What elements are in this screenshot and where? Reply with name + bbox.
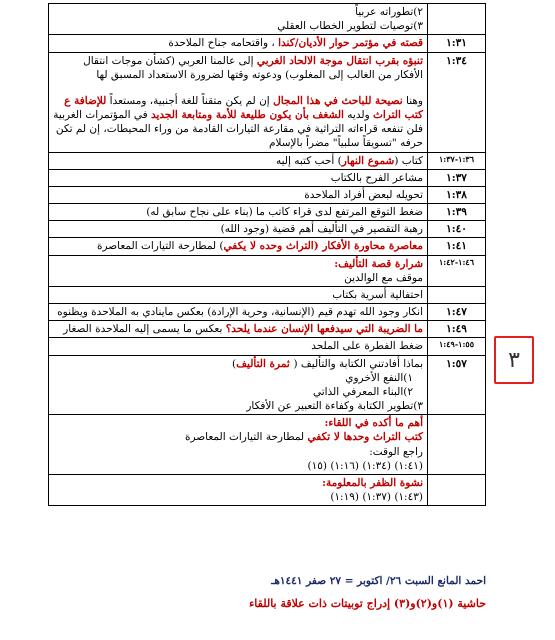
list-item: ٣)توصيات لتطوير الخطاب العقلي — [277, 20, 423, 33]
footnote: حاشية (١)و(٢)و(٣) إدراج توبيتات ذات علاقة باللقاء — [249, 597, 486, 610]
notes-table — [48, 3, 486, 506]
time-cell: ١:٥٥-١:٤٩ — [428, 338, 486, 355]
table-row — [49, 152, 486, 169]
highlight-text: أهم ما أكده في اللقاء: — [324, 417, 423, 430]
page-number-box — [494, 336, 534, 384]
table-row — [49, 415, 486, 475]
highlight-text: ثمرة التأليف — [236, 357, 294, 370]
time-cell: ١:٣٧ — [428, 169, 486, 186]
list-item: ٢)تطوراته عربياً — [355, 6, 423, 18]
row-text: كتاب ( — [394, 154, 423, 167]
highlight-text: نصيحة للباحث في هذا المجال — [273, 94, 403, 107]
highlight-text: شرارة قصة التأليف: — [334, 257, 423, 270]
row-text: ) — [232, 357, 237, 370]
table-row — [49, 4, 486, 35]
table-row — [49, 304, 486, 321]
table-row — [49, 221, 486, 238]
row-text: بعكس ما يسمى إليه الملاحدة الصغار — [63, 323, 226, 336]
table-row — [49, 238, 486, 255]
time-cell: ١:٣٩ — [428, 204, 486, 221]
row-text: راجع الوقت: — [369, 445, 423, 458]
row-text: ، واقتحامه جناح الملاحدة — [168, 37, 279, 50]
table-row — [49, 321, 486, 338]
row-text: ) لمطارحة التيارات المعاصرة — [96, 240, 224, 253]
time-cell: ١:٤٠ — [428, 221, 486, 238]
time-cell: ١:٣٤ — [428, 52, 486, 152]
time-cell — [428, 474, 486, 505]
highlight-text: كتب التراث وحدها لا تكفي — [307, 431, 423, 444]
row-text: إن لم يكن متقناً للغة أجنبية، ومستعداً — [106, 94, 274, 107]
row-text: رهبة التقصير في التأليف أهم قضية (وجود الله) — [49, 221, 428, 238]
time-refs: (١:١٩) (١:٣٧) (١:٤٣) — [330, 491, 423, 504]
list-item: ١)النفع الأخروي — [345, 371, 413, 384]
signature-line: احمد المانع السبت ٢٦/ اكتوبر = ٢٧ صفر ١٤٤١هـ — [271, 575, 486, 587]
highlight-text: معاصرة محاورة الأفكار (التراث وحده لا يكفي — [223, 240, 423, 253]
time-cell: ١:٣١ — [428, 35, 486, 52]
table-row — [49, 355, 486, 415]
row-text: ولديه — [343, 109, 373, 122]
time-cell: ١:٣٨ — [428, 186, 486, 203]
page-number: ٣ — [508, 347, 520, 373]
table-row — [49, 169, 486, 186]
highlight-text: شموع النهار — [341, 154, 395, 167]
row-text: إلى عالمنا العربي (كشأن موجات انتقال الأفكار من الغالب إلى المغلوب) ودعوته وقتها لضرورة الاستعداد المسبق لها — [83, 54, 423, 81]
time-cell: ١:٤١ — [428, 238, 486, 255]
time-cell: ١:٣٦-١:٣٧ — [428, 152, 486, 169]
list-item: ٣)تطوير الكتابة وكفاءة التعبير عن الأفكار — [246, 400, 423, 413]
list-item: ٢)البناء المعرفي الذاتي — [312, 385, 413, 398]
row-text: موقف مع الوالدين — [344, 271, 423, 284]
time-cell — [428, 415, 486, 475]
table-row — [49, 186, 486, 203]
row-text: انكار وجود الله تهدم قيم (الإنسانية، وحرية الإرادة) بعكس ماينادي به الملاحدة ويظنوه — [49, 304, 428, 321]
row-text: ) أحب كتبه إليه — [275, 154, 342, 167]
row-text: احتفالية أسرية بكتاب — [49, 286, 428, 303]
time-refs: (١٥) (١:١٦) (١:٣٤) (١:٤١) — [307, 459, 423, 472]
highlight-text: الشغف بأن يكون طليعة للأمة ومتابعة الجديد — [150, 109, 344, 122]
highlight-text: للإضافة ع كتب التراث — [64, 94, 423, 122]
highlight-text: تنبؤه بقرب انتقال موجة الالحاد الغربي — [256, 54, 423, 67]
table-row — [49, 204, 486, 221]
row-text: ضغط الفطرة على الملحد — [49, 338, 428, 355]
highlight-text: ما الضريبة التي سيدفعها الإنسان عندما يلحد؟ — [225, 323, 423, 336]
row-text: في المؤتمرات الغربية فلن تنفعه قراءاته التراثية في مقارعة التيارات القادمة من وراء المحيطات، إن لم تكن حرفه "تسويقاً سلبياً" مضراً بالإسلام — [53, 109, 423, 150]
row-text: ضغط التوقع المرتفع لدى قراء كاتب ما (بناء على نجاح سابق له) — [49, 204, 428, 221]
table-row — [49, 286, 486, 303]
time-cell: ١:٤٧ — [428, 304, 486, 321]
row-text: تحويله لبعض أفراد الملاحدة — [49, 186, 428, 203]
row-text: لمطارحة التيارات المعاصرة — [184, 431, 308, 444]
table-row — [49, 52, 486, 152]
time-cell — [428, 286, 486, 303]
row-text: بماذا أفادتني الكتابة والتأليف ( — [293, 357, 423, 370]
table-row — [49, 255, 486, 286]
highlight-text: قصته في مؤتمر حوار الأديان/كندا — [278, 37, 423, 50]
table-row — [49, 338, 486, 355]
time-cell: ١:٤٩ — [428, 321, 486, 338]
row-text: مشاعر الفرح بالكتاب — [49, 169, 428, 186]
time-cell: ١:٤٦-١:٤٢ — [428, 255, 486, 286]
table-row — [49, 474, 486, 505]
table-row — [49, 35, 486, 52]
time-cell — [428, 4, 486, 35]
row-text: وهنا — [402, 94, 423, 107]
time-cell: ١:٥٧ — [428, 355, 486, 415]
highlight-text: نشوة الظفر بالمعلومة: — [322, 476, 423, 489]
